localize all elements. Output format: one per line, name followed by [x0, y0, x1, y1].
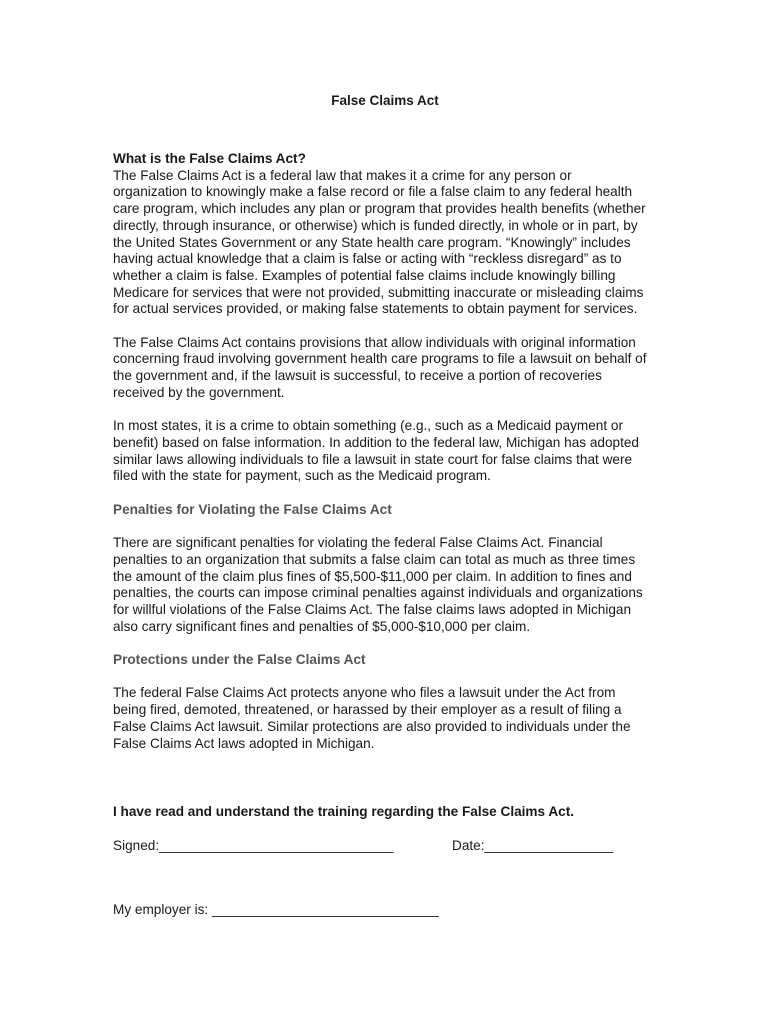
state-law-paragraph: In most states, it is a crime to obtain something (e.g., such as a Medicaid payment or benefit) based on false information. In addition to the federal law, Michigan has adopted similar laws allowing individuals to file a lawsuit in state court for false claims that were filed with the state for payment, such as the Medicaid program. — [113, 418, 639, 484]
acknowledgement-statement: I have read and understand the training regarding the False Claims Act. — [113, 804, 575, 819]
penalties-heading: Penalties for Violating the False Claims Act — [113, 501, 392, 517]
document-body — [113, 151, 663, 769]
penalties-paragraph: There are significant penalties for violating the federal False Claims Act. Financial penalties to an organization that submits a false claim can total as much as three times the amount of the claim plus fines of $5,500-$11,000 per claim. In addition to fines and penalties, the courts can impose criminal penalties against individuals and organizations for willful violations of the False Claims Act. The false claims laws adopted in Michigan also carry significant fines and penalties of $5,000-$10,000 per claim. — [113, 535, 643, 634]
document-title: False Claims Act — [331, 93, 439, 108]
date-field[interactable]: Date:_________________ — [452, 838, 614, 853]
intro-paragraph: The False Claims Act is a federal law that makes it a crime for any person or organization to knowingly make a false record or file a false claim to any federal health care program, which includes any plan or program that provides health benefits (whether directly, through insurance, or otherwise) which is funded directly, in whole or in part, by the United States Government or any State health care program. “Knowingly” includes having actual knowledge that a claim is false or acting with “reckless disregard” as to whether a claim is false. Examples of potential false claims include knowingly billing Medicare for services that were not provided, submitting inaccurate or misleading claims for actual services provided, or making false statements to obtain payment for services. — [113, 167, 646, 317]
protections-paragraph: The federal False Claims Act protects anyone who files a lawsuit under the Act from being fired, demoted, threatened, or harassed by their employer as a result of filing a False Claims Act lawsuit. Similar protections are also provided to individuals under the False Claims Act laws adopted in Michigan. — [113, 685, 631, 751]
intro-heading: What is the False Claims Act? — [113, 151, 306, 166]
provisions-paragraph: The False Claims Act contains provisions that allow individuals with original information concerning fraud involving government health care programs to file a lawsuit on behalf of the government and, if the lawsuit is successful, to receive a portion of recoveries received by the government. — [113, 334, 647, 400]
employer-field[interactable]: My employer is: ______________________________ — [113, 902, 439, 917]
signature-field[interactable]: Signed:_______________________________ — [113, 838, 394, 853]
protections-heading: Protections under the False Claims Act — [113, 652, 366, 668]
